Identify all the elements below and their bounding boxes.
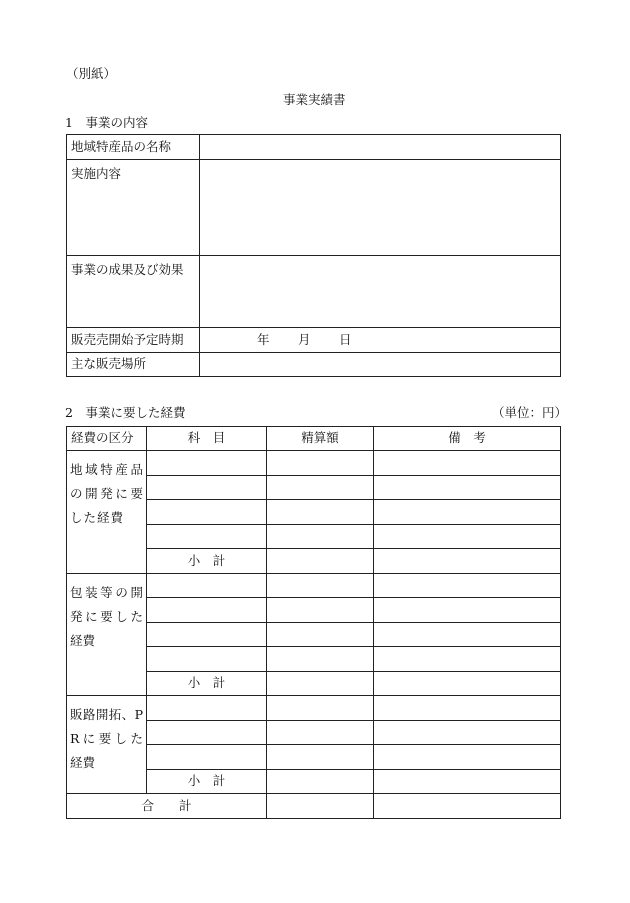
label-sales-place: 主な販売場所 bbox=[67, 353, 200, 377]
remarks-cell[interactable] bbox=[374, 696, 561, 721]
amount-cell[interactable] bbox=[267, 500, 374, 525]
amount-cell[interactable] bbox=[267, 573, 374, 598]
document-title: 事業実績書 bbox=[283, 92, 346, 107]
table-row bbox=[67, 353, 561, 377]
remarks-cell[interactable] bbox=[374, 794, 561, 819]
remarks-cell[interactable] bbox=[374, 451, 561, 476]
table-row bbox=[67, 573, 561, 598]
category-product-development: 地域特産品 の開発に要 した経費 bbox=[67, 451, 147, 574]
item-cell[interactable] bbox=[147, 451, 267, 476]
subtotal-amount-cell[interactable] bbox=[267, 769, 374, 794]
label-implementation: 実施内容 bbox=[67, 160, 200, 256]
label-sales-start: 販売売開始予定時期 bbox=[67, 328, 200, 353]
col-header-remarks: 備 考 bbox=[374, 427, 561, 451]
remarks-cell[interactable] bbox=[374, 622, 561, 647]
table-row bbox=[67, 256, 561, 328]
col-header-item: 科 目 bbox=[147, 427, 267, 451]
col-header-amount: 精算額 bbox=[267, 427, 374, 451]
amount-cell[interactable] bbox=[267, 696, 374, 721]
remarks-cell[interactable] bbox=[374, 475, 561, 500]
table-row bbox=[67, 696, 561, 721]
amount-cell[interactable] bbox=[267, 598, 374, 623]
item-cell[interactable] bbox=[147, 475, 267, 500]
results-field[interactable] bbox=[200, 256, 561, 328]
amount-cell[interactable] bbox=[267, 622, 374, 647]
amount-cell[interactable] bbox=[267, 745, 374, 770]
remarks-cell[interactable] bbox=[374, 671, 561, 696]
table-row bbox=[67, 160, 561, 256]
section1-heading: 1 事業の内容 bbox=[65, 115, 148, 130]
col-header-category: 経費の区分 bbox=[67, 427, 147, 451]
table-row bbox=[67, 328, 561, 353]
total-row bbox=[67, 794, 561, 819]
item-cell[interactable] bbox=[147, 500, 267, 525]
item-cell[interactable] bbox=[147, 598, 267, 623]
sales-start-date-field[interactable] bbox=[200, 328, 561, 353]
category-packaging: 包装等の開 発に要した 経費 bbox=[67, 573, 147, 696]
amount-cell[interactable] bbox=[267, 647, 374, 672]
label-results: 事業の成果及び効果 bbox=[67, 256, 200, 328]
expense-table bbox=[66, 426, 561, 819]
item-cell[interactable] bbox=[147, 696, 267, 721]
item-cell[interactable] bbox=[147, 647, 267, 672]
day-label: 日 bbox=[339, 331, 352, 347]
item-cell[interactable] bbox=[147, 524, 267, 549]
subtotal-amount-cell[interactable] bbox=[267, 549, 374, 574]
amount-cell[interactable] bbox=[267, 475, 374, 500]
section2-heading: 2 事業に要した経費 bbox=[65, 405, 186, 420]
remarks-cell[interactable] bbox=[374, 769, 561, 794]
amount-cell[interactable] bbox=[267, 451, 374, 476]
table-row bbox=[67, 135, 561, 160]
table-row bbox=[67, 451, 561, 476]
subtotal-amount-cell[interactable] bbox=[267, 671, 374, 696]
remarks-cell[interactable] bbox=[374, 598, 561, 623]
remarks-cell[interactable] bbox=[374, 720, 561, 745]
remarks-cell[interactable] bbox=[374, 500, 561, 525]
subtotal-label: 小 計 bbox=[147, 671, 267, 696]
remarks-cell[interactable] bbox=[374, 745, 561, 770]
remarks-cell[interactable] bbox=[374, 549, 561, 574]
item-cell[interactable] bbox=[147, 720, 267, 745]
attachment-label: （別紙） bbox=[66, 66, 117, 81]
unit-label: （単位：円） bbox=[492, 405, 568, 420]
item-cell[interactable] bbox=[147, 622, 267, 647]
remarks-cell[interactable] bbox=[374, 647, 561, 672]
amount-cell[interactable] bbox=[267, 720, 374, 745]
total-amount-cell[interactable] bbox=[267, 794, 374, 819]
item-cell[interactable] bbox=[147, 745, 267, 770]
item-cell[interactable] bbox=[147, 573, 267, 598]
remarks-cell[interactable] bbox=[374, 524, 561, 549]
amount-cell[interactable] bbox=[267, 524, 374, 549]
remarks-cell[interactable] bbox=[374, 573, 561, 598]
subtotal-label: 小 計 bbox=[147, 769, 267, 794]
implementation-field[interactable] bbox=[200, 160, 561, 256]
category-sales-promotion: 販路開拓、P Rに要した 経費 bbox=[67, 696, 147, 794]
total-label: 合 計 bbox=[67, 794, 267, 819]
sales-place-field[interactable] bbox=[200, 353, 561, 377]
business-content-table bbox=[66, 134, 561, 377]
table-header-row bbox=[67, 427, 561, 451]
product-name-field[interactable] bbox=[200, 135, 561, 160]
label-product-name: 地域特産品の名称 bbox=[67, 135, 200, 160]
subtotal-label: 小 計 bbox=[147, 549, 267, 574]
year-label: 年 bbox=[257, 331, 270, 347]
month-label: 月 bbox=[298, 331, 311, 347]
